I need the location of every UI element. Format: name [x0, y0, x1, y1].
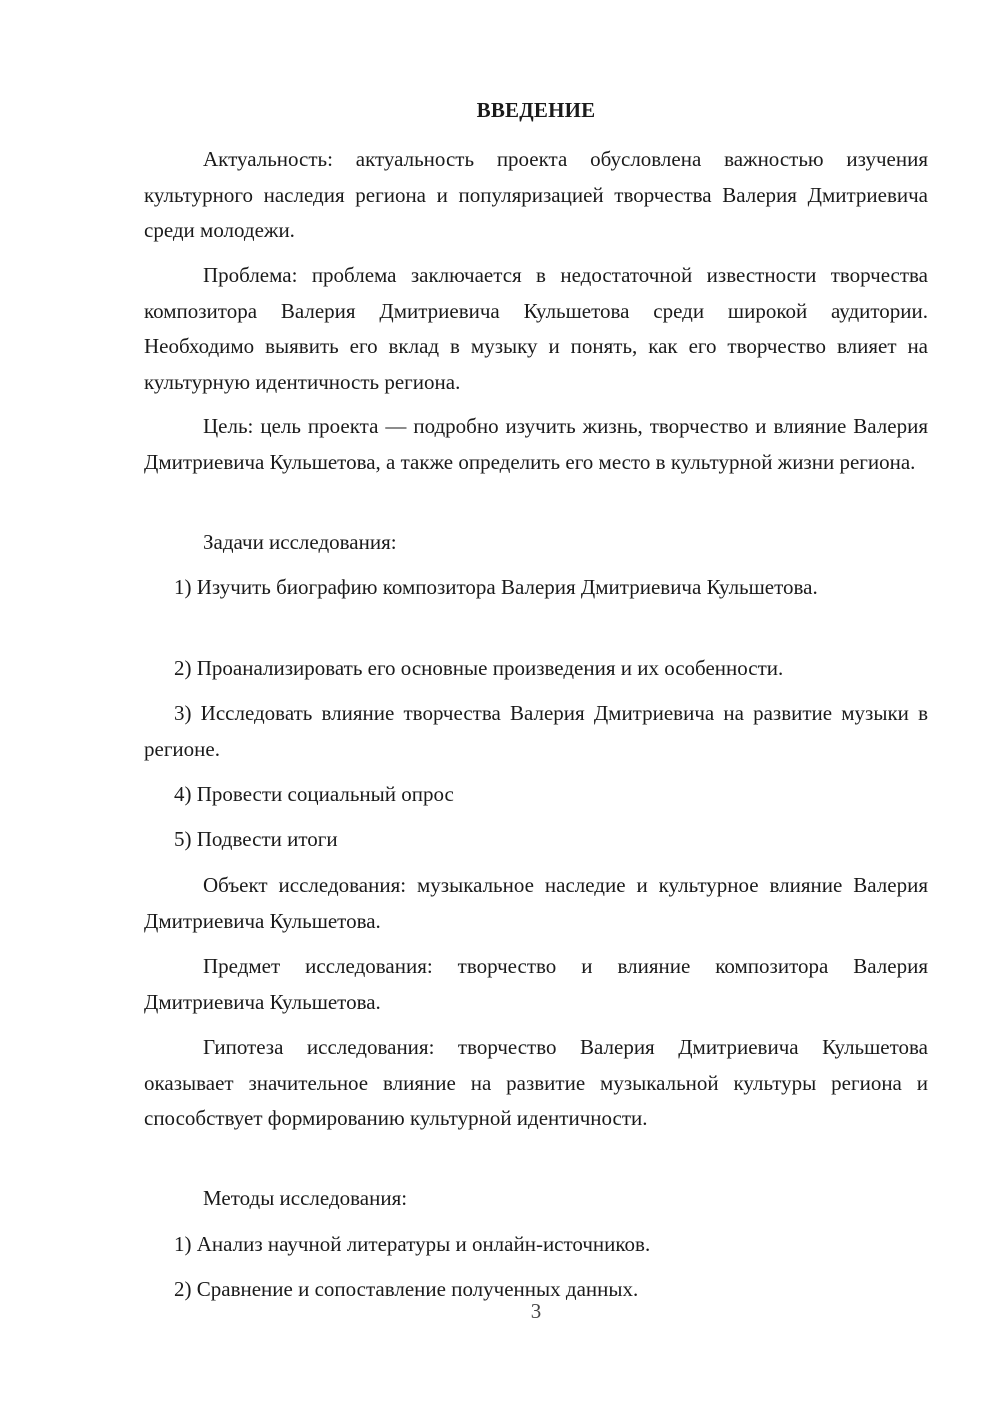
paragraph-object: Объект исследования: музыкальное наследие и культурное влияние Валерия Дмитриевича Кульшетова.	[144, 873, 928, 933]
method-item: 1) Анализ научной литературы и онлайн-источников.	[174, 1232, 651, 1256]
task-item: 1) Изучить биографию композитора Валерия Дмитриевича Кульшетова.	[174, 575, 818, 599]
paragraph-relevance: Актуальность: актуальность проекта обусловлена важностью изучения культурного наследия региона и популяризацией творчества Валерия Дмитриевича среди молодежи.	[144, 147, 928, 242]
page-number: 3	[530, 1299, 542, 1323]
paragraph-subject: Предмет исследования: творчество и влияние композитора Валерия Дмитриевича Кульшетова.	[144, 954, 928, 1014]
section-title: ВВЕДЕНИЕ	[476, 98, 596, 122]
task-item: 3) Исследовать влияние творчества Валерия Дмитриевича на развитие музыки в регионе.	[144, 701, 928, 761]
tasks-heading: Задачи исследования:	[203, 530, 397, 554]
task-item: 5) Подвести итоги	[174, 827, 338, 851]
paragraph-goal: Цель: цель проекта — подробно изучить жизнь, творчество и влияние Валерия Дмитриевича Кульшетова, а также определить его место в культурной жизни региона.	[144, 414, 928, 474]
task-item: 4) Провести социальный опрос	[174, 782, 454, 806]
paragraph-hypothesis: Гипотеза исследования: творчество Валерия Дмитриевича Кульшетова оказывает значительное влияние на развитие музыкальной культуры региона и способствует формированию культурной идентичности.	[144, 1035, 928, 1130]
method-item: 2) Сравнение и сопоставление полученных данных.	[174, 1277, 639, 1301]
task-item: 2) Проанализировать его основные произведения и их особенности.	[174, 656, 784, 680]
methods-heading: Методы исследования:	[203, 1186, 408, 1210]
paragraph-problem: Проблема: проблема заключается в недостаточной известности творчества композитора Валерия Дмитриевича Кульшетова среди широкой аудитории. Необходимо выявить его вклад в музыку и понять, как его творчество влияет на культурную идентичность региона.	[144, 263, 928, 394]
